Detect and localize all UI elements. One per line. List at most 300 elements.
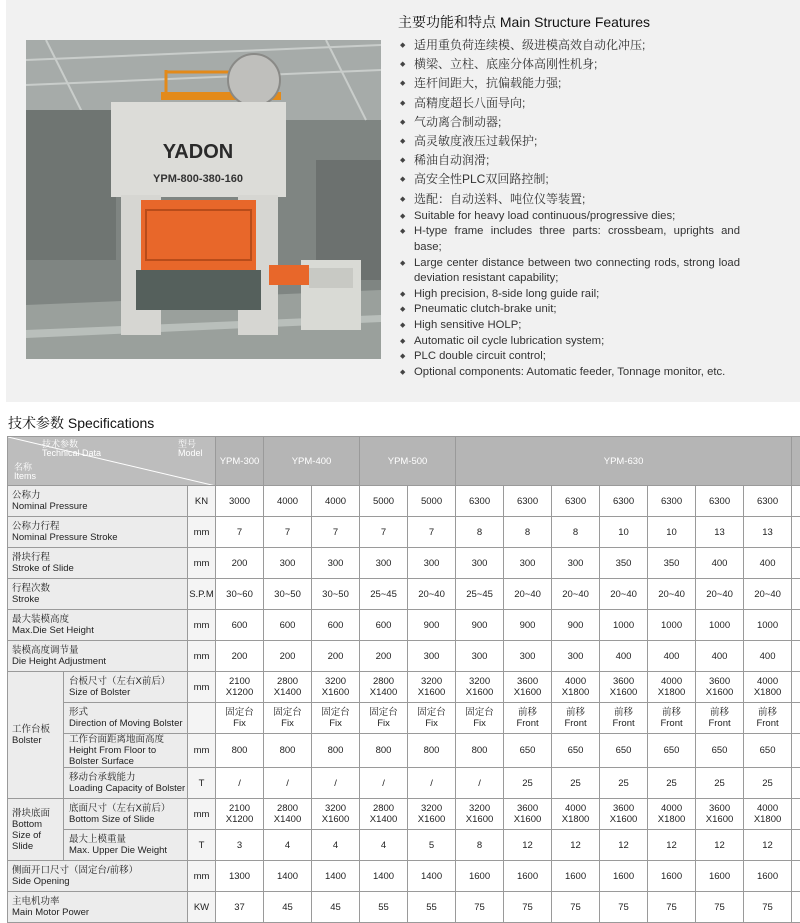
row-label-en: Nominal Pressure — [12, 501, 88, 512]
spec-value: 45 — [264, 892, 312, 923]
spec-value-line: X1600 — [706, 814, 733, 825]
spec-value: 75 — [648, 892, 696, 923]
spec-value-line: 3600 — [709, 803, 730, 814]
spec-value-extra — [792, 830, 800, 861]
spec-value: 25~45 — [360, 579, 408, 610]
spec-value: 25 — [600, 768, 648, 799]
spec-value-line: 3600 — [613, 676, 634, 687]
spec-value: 30~50 — [312, 579, 360, 610]
spec-value: 1400 — [312, 861, 360, 892]
spec-value — [696, 799, 744, 830]
row-label-cn: 底面尺寸（左右X前后） — [69, 803, 170, 814]
spec-value: 300 — [360, 548, 408, 579]
spec-value: 5 — [408, 830, 456, 861]
spec-value: 900 — [456, 610, 504, 641]
feature-item-en: ◆ H-type frame includes three parts: crossbeam, uprights and base; — [400, 224, 740, 255]
spec-value: 1000 — [600, 610, 648, 641]
spec-value — [408, 703, 456, 734]
spec-value: 20~40 — [552, 579, 600, 610]
spec-value: 25~45 — [456, 579, 504, 610]
spec-value: 75 — [696, 892, 744, 923]
row-label-en: Main Motor Power — [12, 907, 89, 918]
spec-unit: T — [188, 830, 216, 861]
spec-value-line: Fix — [425, 718, 438, 729]
spec-value: 30~60 — [216, 579, 264, 610]
spec-value: 25 — [504, 768, 552, 799]
spec-row — [8, 486, 800, 517]
spec-value — [312, 703, 360, 734]
spec-unit — [188, 703, 216, 734]
feature-item-cn: ◆ 选配：自动送料、吨位仪等装置; — [400, 190, 740, 209]
row-label — [8, 672, 64, 799]
row-label-cn: 滑块行程 — [12, 552, 50, 563]
spec-value: 900 — [552, 610, 600, 641]
spec-value-line: Fix — [473, 718, 486, 729]
spec-value: 6300 — [552, 486, 600, 517]
spec-value — [744, 672, 792, 703]
spec-value-line: X1200 — [226, 687, 253, 698]
spec-value-line: X1600 — [706, 687, 733, 698]
spec-value-line: Fix — [233, 718, 246, 729]
spec-value: / — [360, 768, 408, 799]
row-label — [8, 799, 64, 861]
spec-value-line: X1800 — [562, 814, 589, 825]
feature-item-cn: ◆ 适用重负荷连续模、级进模高效自动化冲压; — [400, 36, 740, 55]
spec-value: 75 — [552, 892, 600, 923]
spec-value: 350 — [600, 548, 648, 579]
spec-value: / — [408, 768, 456, 799]
model-header-extra — [792, 437, 800, 486]
row-label — [64, 672, 188, 703]
spec-value: 300 — [312, 548, 360, 579]
spec-row — [8, 830, 800, 861]
spec-value: 1600 — [552, 861, 600, 892]
spec-value: 10 — [648, 517, 696, 548]
spec-value: 55 — [360, 892, 408, 923]
spec-value-line: Fix — [281, 718, 294, 729]
spec-value: 1400 — [408, 861, 456, 892]
spec-value-line: 2800 — [373, 803, 394, 814]
spec-value — [360, 703, 408, 734]
spec-value-line: 固定台 — [465, 707, 494, 718]
spec-value: 800 — [408, 734, 456, 768]
row-label-cn: 工作台面距离地面高度 — [69, 734, 164, 745]
spec-value: 600 — [216, 610, 264, 641]
spec-value: 10 — [600, 517, 648, 548]
spec-value — [456, 799, 504, 830]
spec-value-line: X1600 — [514, 814, 541, 825]
spec-value: 7 — [216, 517, 264, 548]
row-label-en: Height From Floor to Bolster Surface — [69, 745, 156, 767]
spec-value-line: Front — [516, 718, 538, 729]
spec-value-line: X1600 — [514, 687, 541, 698]
row-label-en: Stroke of Slide — [12, 563, 74, 574]
spec-unit: KN — [188, 486, 216, 517]
corner-items-en: Items — [14, 471, 36, 481]
feature-item-cn: ◆ 横梁、立柱、底座分体高刚性机身; — [400, 55, 740, 74]
spec-value-extra — [792, 672, 800, 703]
spec-row — [8, 799, 800, 830]
row-label-cn: 公称力行程 — [12, 521, 60, 532]
spec-value: 4 — [312, 830, 360, 861]
spec-value-line: 3200 — [469, 803, 490, 814]
spec-row — [8, 548, 800, 579]
spec-value-extra — [792, 486, 800, 517]
spec-unit: mm — [188, 799, 216, 830]
feature-item-en: ◆ Suitable for heavy load continuous/progressive dies; — [400, 209, 740, 225]
spec-value-line: 3200 — [421, 803, 442, 814]
spec-value: 1600 — [648, 861, 696, 892]
row-label-en: Nominal Pressure Stroke — [12, 532, 118, 543]
spec-value: 7 — [312, 517, 360, 548]
row-label-en: Loading Capacity of Bolster — [69, 783, 185, 794]
row-label — [64, 734, 188, 768]
spec-value: 300 — [552, 548, 600, 579]
row-label-en: Size of Bolster — [69, 687, 130, 698]
spec-value: 12 — [552, 830, 600, 861]
spec-value-line: 前移 — [662, 707, 681, 718]
spec-value: 6300 — [504, 486, 552, 517]
feature-item-en: ◆ Large center distance between two connecting rods, strong load deviation resistant capability; — [400, 256, 740, 287]
spec-value-line: 2800 — [277, 803, 298, 814]
spec-value-line: 固定台 — [225, 707, 254, 718]
spec-value: 75 — [744, 892, 792, 923]
spec-value — [600, 799, 648, 830]
spec-value: 1600 — [744, 861, 792, 892]
feature-item-cn: ◆ 高精度超长八面导向; — [400, 94, 740, 113]
spec-value: 300 — [408, 641, 456, 672]
spec-value: 4 — [360, 830, 408, 861]
spec-value: 4000 — [264, 486, 312, 517]
spec-unit: KW — [188, 892, 216, 923]
row-label-en: Max.Die Set Height — [12, 625, 94, 636]
spec-value — [552, 703, 600, 734]
row-label — [8, 579, 188, 610]
spec-value-line: X1600 — [466, 814, 493, 825]
spec-value: 7 — [360, 517, 408, 548]
corner-items-cn: 名称 — [14, 462, 32, 472]
spec-value: 1300 — [216, 861, 264, 892]
spec-value-line: Front — [756, 718, 778, 729]
feature-item-en: ◆ High sensitive HOLP; — [400, 318, 740, 334]
features-list — [400, 36, 740, 380]
spec-value: 1000 — [744, 610, 792, 641]
spec-value-line: 3200 — [325, 803, 346, 814]
feature-item-en: ◆ Optional components: Automatic feeder, Tonnage monitor, etc. — [400, 365, 740, 381]
model-header: YPM-400 — [264, 437, 360, 486]
spec-row — [8, 641, 800, 672]
spec-value — [264, 672, 312, 703]
feature-item-en: ◆ Pneumatic clutch-brake unit; — [400, 302, 740, 318]
row-label-cn: 最大装模高度 — [12, 614, 69, 625]
spec-value-line: X1800 — [658, 814, 685, 825]
spec-value: 400 — [600, 641, 648, 672]
spec-value-line: 4000 — [565, 676, 586, 687]
spec-value-extra — [792, 641, 800, 672]
row-label-cn: 滑块底面 — [12, 808, 50, 819]
spec-value: 6300 — [648, 486, 696, 517]
row-label — [8, 486, 188, 517]
spec-value: 8 — [456, 830, 504, 861]
spec-value-line: 3600 — [517, 803, 538, 814]
spec-value-extra — [792, 892, 800, 923]
spec-row — [8, 768, 800, 799]
row-label-cn: 形式 — [69, 707, 88, 718]
spec-value: 200 — [216, 641, 264, 672]
spec-value-line: 3600 — [517, 676, 538, 687]
spec-value — [408, 799, 456, 830]
spec-value — [312, 672, 360, 703]
model-header: YPM-630 — [456, 437, 792, 486]
spec-value: 12 — [744, 830, 792, 861]
spec-value-line: X1600 — [322, 687, 349, 698]
spec-value: 600 — [312, 610, 360, 641]
spec-row — [8, 610, 800, 641]
spec-unit: mm — [188, 548, 216, 579]
row-label-en: Side Opening — [12, 876, 70, 887]
spec-value: 300 — [408, 548, 456, 579]
spec-value-line: 4000 — [661, 676, 682, 687]
spec-value — [600, 703, 648, 734]
row-label-cn: 最大上模重量 — [69, 834, 126, 845]
corner-tech-cn: 技术参数 — [42, 439, 78, 449]
spec-value-line: X1800 — [562, 687, 589, 698]
spec-value-line: X1600 — [610, 687, 637, 698]
spec-value: 650 — [648, 734, 696, 768]
spec-value — [264, 799, 312, 830]
spec-value-line: 前移 — [758, 707, 777, 718]
spec-value-line: 固定台 — [273, 707, 302, 718]
spec-value: 25 — [648, 768, 696, 799]
spec-value: / — [312, 768, 360, 799]
spec-value: 400 — [744, 641, 792, 672]
spec-value-line: 前移 — [710, 707, 729, 718]
spec-value: 400 — [744, 548, 792, 579]
spec-value-line: 固定台 — [321, 707, 350, 718]
spec-value-line: 4000 — [757, 676, 778, 687]
spec-unit: S.P.M — [188, 579, 216, 610]
spec-value: 800 — [312, 734, 360, 768]
spec-value — [456, 672, 504, 703]
spec-value: 75 — [456, 892, 504, 923]
spec-unit: mm — [188, 641, 216, 672]
spec-value: 55 — [408, 892, 456, 923]
spec-value: 300 — [456, 548, 504, 579]
spec-value-line: 4000 — [757, 803, 778, 814]
spec-value-extra — [792, 517, 800, 548]
spec-value: 600 — [360, 610, 408, 641]
spec-value — [312, 799, 360, 830]
spec-value: / — [216, 768, 264, 799]
feature-item-cn: ◆ 气动离合制动器; — [400, 113, 740, 132]
spec-value: 12 — [504, 830, 552, 861]
spec-value — [360, 799, 408, 830]
row-label — [8, 517, 188, 548]
feature-item-en: ◆ Automatic oil cycle lubrication system; — [400, 334, 740, 350]
spec-value-line: 前移 — [566, 707, 585, 718]
row-label-en: Bolster — [12, 735, 42, 746]
spec-value: 1400 — [264, 861, 312, 892]
spec-value: 5000 — [360, 486, 408, 517]
spec-value: 20~40 — [696, 579, 744, 610]
spec-value-line: 2100 — [229, 676, 250, 687]
spec-value — [216, 672, 264, 703]
spec-value: 20~40 — [600, 579, 648, 610]
spec-row — [8, 703, 800, 734]
spec-value: 1000 — [696, 610, 744, 641]
row-label — [8, 610, 188, 641]
spec-value-line: 2800 — [373, 676, 394, 687]
row-label — [8, 548, 188, 579]
spec-value: 3000 — [216, 486, 264, 517]
spec-value — [456, 703, 504, 734]
spec-value: 20~40 — [408, 579, 456, 610]
spec-value-line: 3200 — [469, 676, 490, 687]
row-label — [64, 799, 188, 830]
spec-value — [648, 799, 696, 830]
spec-value: 650 — [600, 734, 648, 768]
spec-row — [8, 672, 800, 703]
spec-value-line: 前移 — [518, 707, 537, 718]
spec-row — [8, 734, 800, 768]
spec-value-line: X1200 — [226, 814, 253, 825]
spec-value: 25 — [552, 768, 600, 799]
spec-value: 30~50 — [264, 579, 312, 610]
model-header: YPM-500 — [360, 437, 456, 486]
spec-value: 13 — [744, 517, 792, 548]
spec-value: 800 — [360, 734, 408, 768]
spec-value: 7 — [264, 517, 312, 548]
spec-value-line: X1800 — [754, 687, 781, 698]
spec-value: 7 — [408, 517, 456, 548]
spec-value-line: 2100 — [229, 803, 250, 814]
spec-value-line: X1800 — [754, 814, 781, 825]
spec-value — [504, 672, 552, 703]
press-machine-photo — [26, 40, 381, 359]
features-title: 主要功能和特点 Main Structure Features — [398, 12, 650, 32]
spec-value — [216, 703, 264, 734]
spec-value-line: Front — [660, 718, 682, 729]
spec-value-line: X1400 — [274, 687, 301, 698]
spec-value: 3 — [216, 830, 264, 861]
feature-item-cn: ◆ 连杆间距大，抗偏载能力强; — [400, 74, 740, 93]
spec-value-extra — [792, 548, 800, 579]
spec-value — [648, 703, 696, 734]
row-label-en: Max. Upper Die Weight — [69, 845, 167, 856]
spec-value: 4 — [264, 830, 312, 861]
spec-value — [264, 703, 312, 734]
spec-value: 900 — [408, 610, 456, 641]
spec-value: 200 — [216, 548, 264, 579]
spec-value — [216, 799, 264, 830]
spec-header-row — [8, 437, 800, 486]
spec-value-extra — [792, 799, 800, 830]
spec-row — [8, 517, 800, 548]
spec-value: 12 — [600, 830, 648, 861]
spec-value — [360, 672, 408, 703]
spec-value-line: X1600 — [466, 687, 493, 698]
spec-value-line: X1600 — [322, 814, 349, 825]
spec-value: 20~40 — [504, 579, 552, 610]
spec-value: 6300 — [456, 486, 504, 517]
spec-title: 技术参数 Specifications — [8, 413, 154, 433]
spec-value-line: 4000 — [565, 803, 586, 814]
row-label-en: Stroke — [12, 594, 39, 605]
spec-value: 600 — [264, 610, 312, 641]
spec-value-extra — [792, 861, 800, 892]
spec-value: 8 — [552, 517, 600, 548]
row-label-cn: 行程次数 — [12, 583, 50, 594]
spec-table — [7, 436, 800, 923]
spec-value: 12 — [696, 830, 744, 861]
row-label-cn: 移动台承载能力 — [69, 772, 136, 783]
spec-value-line: Front — [564, 718, 586, 729]
spec-value-line: X1600 — [418, 814, 445, 825]
spec-value: 300 — [456, 641, 504, 672]
spec-value-line: X1400 — [274, 814, 301, 825]
row-label-cn: 侧面开口尺寸（固定台/前移） — [12, 865, 138, 876]
spec-value: 6300 — [696, 486, 744, 517]
spec-value: / — [264, 768, 312, 799]
spec-value — [504, 703, 552, 734]
spec-value-line: 4000 — [661, 803, 682, 814]
spec-value-extra — [792, 734, 800, 768]
spec-value-line: 固定台 — [369, 707, 398, 718]
spec-unit: mm — [188, 672, 216, 703]
spec-value-line: X1400 — [370, 814, 397, 825]
row-label — [64, 703, 188, 734]
model-header: YPM-300 — [216, 437, 264, 486]
spec-value: 75 — [600, 892, 648, 923]
spec-value: 45 — [312, 892, 360, 923]
spec-value: 650 — [552, 734, 600, 768]
row-label — [64, 768, 188, 799]
row-label-en: Die Height Adjustment — [12, 656, 106, 667]
spec-value — [552, 672, 600, 703]
spec-value — [696, 703, 744, 734]
row-label-en: Bottom Size of Slide — [69, 814, 155, 825]
spec-value: 1600 — [600, 861, 648, 892]
spec-value: 25 — [696, 768, 744, 799]
spec-value-line: Front — [708, 718, 730, 729]
row-label-en: Bottom Size of Slide — [12, 819, 42, 852]
spec-value — [744, 703, 792, 734]
spec-value: 300 — [504, 548, 552, 579]
spec-value: 300 — [552, 641, 600, 672]
feature-item-cn: ◆ 高安全性PLC双回路控制; — [400, 170, 740, 189]
spec-value: 400 — [696, 641, 744, 672]
spec-value — [648, 672, 696, 703]
spec-unit: T — [188, 768, 216, 799]
spec-value-line: X1600 — [610, 814, 637, 825]
feature-item-cn: ◆ 高灵敏度液压过载保护; — [400, 132, 740, 151]
model-plate-text: YPM-800-380-160 — [153, 173, 243, 185]
spec-value-line: 3200 — [325, 676, 346, 687]
spec-value: 1600 — [696, 861, 744, 892]
spec-unit: mm — [188, 734, 216, 768]
spec-value-line: Front — [612, 718, 634, 729]
spec-value: 650 — [696, 734, 744, 768]
spec-value — [744, 799, 792, 830]
spec-value: 400 — [648, 641, 696, 672]
spec-row — [8, 861, 800, 892]
spec-value-line: 3600 — [709, 676, 730, 687]
spec-value: 200 — [360, 641, 408, 672]
spec-value-extra — [792, 610, 800, 641]
spec-value: 37 — [216, 892, 264, 923]
spec-value-extra — [792, 579, 800, 610]
spec-value: 20~40 — [744, 579, 792, 610]
